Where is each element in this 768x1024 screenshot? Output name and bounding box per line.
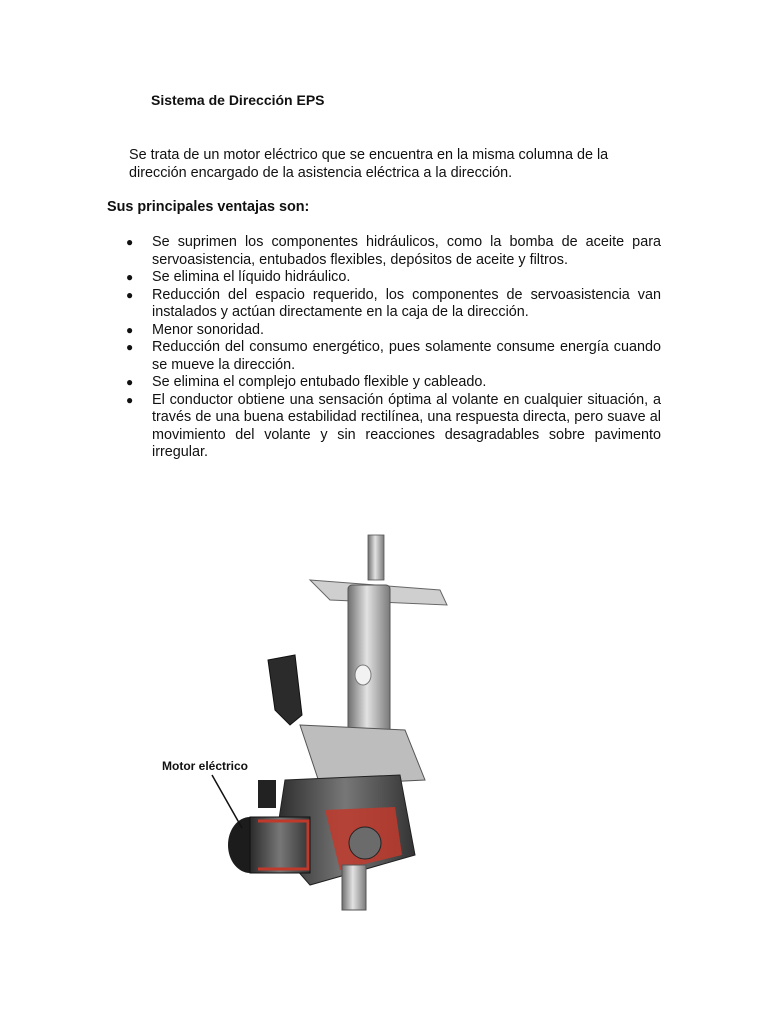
bullet-icon: ● bbox=[126, 270, 134, 284]
eps-steering-column-illustration bbox=[150, 525, 460, 925]
motor-connector bbox=[258, 780, 276, 808]
lower-bracket bbox=[300, 725, 425, 785]
bullet-icon: ● bbox=[126, 322, 134, 337]
shaft-spline bbox=[368, 535, 384, 580]
list-item-text: Se elimina el complejo entubado flexible y cableado. bbox=[152, 374, 487, 390]
bullet-icon: ● bbox=[126, 235, 134, 249]
list-item-text: Menor sonoridad. bbox=[152, 321, 264, 338]
bullet-icon: ● bbox=[126, 287, 134, 302]
list-item bbox=[126, 234, 661, 269]
advantages-heading: Sus principales ventajas son: bbox=[107, 199, 310, 215]
list-item bbox=[126, 339, 661, 374]
output-shaft bbox=[342, 865, 366, 910]
list-item-text: Se suprimen los componentes hidráulicos, como la bomba de aceite para servoasistencia, entubados flexibles, depósitos de aceite y filtros. bbox=[152, 234, 661, 268]
intro-paragraph: Se trata de un motor eléctrico que se encuentra en la misma columna de la dirección encargado de la asistencia eléctrica a la dirección. bbox=[129, 147, 609, 181]
list-item-text: Se elimina el líquido hidráulico. bbox=[152, 269, 351, 285]
bullet-icon: ● bbox=[126, 375, 134, 389]
bullet-icon: ● bbox=[126, 340, 134, 354]
motor-caption: Motor eléctrico bbox=[162, 759, 249, 773]
advantages-list bbox=[126, 234, 661, 462]
list-item bbox=[126, 322, 661, 340]
list-item bbox=[126, 392, 661, 462]
list-item bbox=[126, 287, 661, 322]
caption-leader-line bbox=[212, 775, 242, 828]
list-item bbox=[126, 374, 661, 392]
list-item-text: Reducción del consumo energético, pues solamente consume energía cuando se mueve la dirección. bbox=[152, 339, 661, 373]
list-item-text: Reducción del espacio requerido, los componentes de servoasistencia van instalados y actúan directamente en la caja de la dirección. bbox=[152, 286, 661, 320]
list-item-text: El conductor obtiene una sensación óptima al volante en cualquier situación, a través de una buena estabilidad rectilínea, una respuesta directa, pero suave al movimiento del volante y sin reacciones desagradables sobre pavimento irregular. bbox=[152, 391, 661, 460]
bullet-icon: ● bbox=[126, 392, 134, 407]
list-item bbox=[126, 269, 661, 287]
column-hole bbox=[355, 665, 371, 685]
electric-motor bbox=[250, 817, 310, 873]
document-title: Sistema de Dirección EPS bbox=[151, 92, 325, 108]
steering-column-drawing bbox=[150, 525, 460, 925]
adjust-lever bbox=[268, 655, 302, 725]
worm-gear bbox=[349, 827, 381, 859]
